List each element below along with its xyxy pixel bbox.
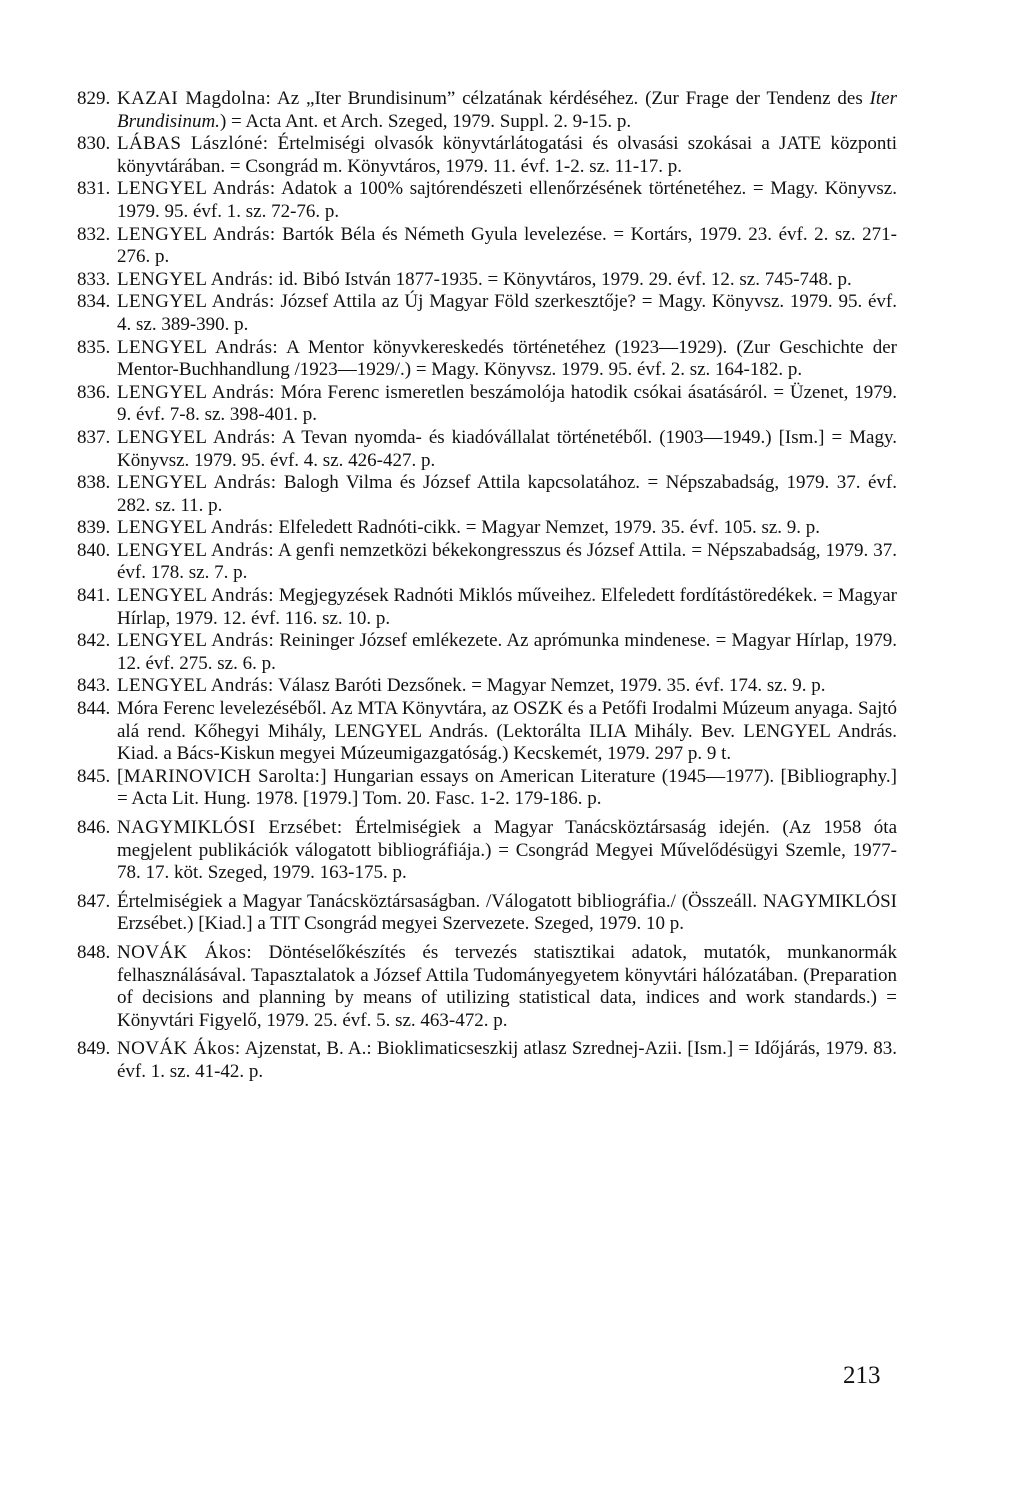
entry-text: Adatok a 100% sajtórendészeti ellenőrzésének történetéhez. = Magy. Könyvsz. 1979. 95. évf. 1. sz. 72-76. p. <box>117 178 897 222</box>
entry-number: 837. <box>77 426 111 448</box>
entry-author: NAGYMIKLÓSI Erzsébet: <box>117 817 343 838</box>
page-number: 213 <box>843 1362 881 1389</box>
entry-number: 839. <box>77 517 111 539</box>
entry-author: LENGYEL András: <box>117 539 274 561</box>
entry-author: [MARINOVICH Sarolta:] <box>117 765 328 787</box>
entry-text: Móra Ferenc ismeretlen beszámolója hatodik csókai ásatásáról. = Üzenet, 1979. 9. évf. 7-8. sz. 398-401. p. <box>117 381 897 426</box>
entry-author: LENGYEL András: <box>117 336 279 358</box>
entry-number: 836. <box>77 381 111 403</box>
entry-author: LENGYEL András: <box>117 675 274 697</box>
entry-text: A genfi nemzetközi békekongresszus és József Attila. = Népszabadság, 1979. 37. évf. 178. sz. 7. p. <box>117 539 897 584</box>
entry-author: LENGYEL András: <box>117 517 274 539</box>
entry-author: NOVÁK Ákos: <box>117 941 253 963</box>
entry-text: Döntéselőkészítés és tervezés statisztikai adatok, mutatók, munkanormák felhasználásával. Tapasztalatok a József Attila Tudományegyetem könyvtári hálózatában. (Preparation of decisions and planning by means of utilizing statistical data, indices and work standards.) = Könyvtári Figyelő, 1979. 25. évf. 5. sz. 463-472. p. <box>117 941 897 1031</box>
entry-text: Elfeledett Radnóti-cikk. = Magyar Nemzet, 1979. 35. évf. 105. sz. 9. p. <box>273 517 821 539</box>
entry-number: 831. <box>77 178 111 200</box>
entry-text: József Attila az Új Magyar Föld szerkesztője? = Magy. Könyvsz. 1979. 95. évf. 4. sz. 389-390. p. <box>117 291 897 335</box>
entry-number: 845. <box>77 765 111 787</box>
entry-author: LENGYEL András: <box>117 585 274 607</box>
entry-number: 842. <box>77 630 111 652</box>
entry-author: LENGYEL András: <box>117 381 275 403</box>
entry-number: 833. <box>77 268 111 290</box>
entry-author: LENGYEL András: <box>117 291 275 313</box>
entry-author: KAZAI Magdolna: <box>117 88 272 109</box>
bibliography-entry <box>77 817 897 885</box>
entry-tail: ) = Acta Ant. et Arch. Szeged, 1979. Suppl. 2. 9-15. p. <box>219 110 632 132</box>
entry-text: A Mentor könyvkereskedés történetéhez (1923—1929). (Zur Geschichte der Mentor-Buchhandlung /1923—1929/.) = Magy. Könyvsz. 1979. 95. évf. 2. sz. 164-182. p. <box>117 336 897 381</box>
entry-text: Balogh Vilma és József Attila kapcsolatához. = Népszabadság, 1979. 37. évf. 282. sz. 11. p. <box>117 472 897 516</box>
entry-text: Az „Iter Brundisinum” célzatának kérdéséhez. (Zur Frage der Tendenz des <box>271 88 870 109</box>
entry-author: LENGYEL András: <box>117 223 276 245</box>
bibliography-entry <box>77 382 897 427</box>
entry-number: 843. <box>77 675 111 697</box>
entry-number: 841. <box>77 585 111 607</box>
bibliography-entry <box>77 88 897 133</box>
entry-number: 829. <box>77 88 111 109</box>
entry-author: LÁBAS Lászlóné: <box>117 133 269 155</box>
bibliography-entry <box>77 337 897 382</box>
entry-text: Értelmiségiek a Magyar Tanácsköztársaságban. /Válogatott bibliográfia./ (Összeáll. NAGYMIKLÓSI Erzsébet.) [Kiad.] a TIT Csongrád megyei Szervezete. Szeged, 1979. 10 p. <box>117 890 897 935</box>
entry-text: Értelmiségiek a Magyar Tanácsköztársaság idején. (Az 1958 óta megjelent publikációk válogatott bibliográfiája.) = Csongrád Megyei Művelődésügyi Szemle, 1977-78. 17. köt. Szeged, 1979. 163-175. p. <box>117 817 897 884</box>
bibliography-list <box>77 88 897 1084</box>
entry-author: LENGYEL András: <box>117 472 277 494</box>
bibliography-entry <box>77 472 897 517</box>
entry-number: 834. <box>77 291 111 313</box>
bibliography-entry <box>77 891 897 936</box>
entry-text: Értelmiségi olvasók könyvtárlátogatási és olvasási szokásai a JATE központi könyvtárában. = Csongrád m. Könyvtáros, 1979. 11. évf. 1-2. sz. 11-17. p. <box>117 133 897 177</box>
entry-text: Megjegyzések Radnóti Miklós műveihez. Elfeledett fordítástöredékek. = Magyar Hírlap, 1979. 12. évf. 116. sz. 10. p. <box>117 585 897 629</box>
entry-number: 849. <box>77 1038 111 1060</box>
entry-text: Hungarian essays on American Literature (1945—1977). [Bibliography.] = Acta Lit. Hung. 1978. [1979.] Tom. 20. Fasc. 1-2. 179-186. p. <box>117 765 897 810</box>
entry-author: LENGYEL András: <box>117 268 274 290</box>
entry-number: 848. <box>77 941 111 963</box>
bibliography-entry <box>77 630 897 675</box>
bibliography-entry <box>77 269 897 292</box>
bibliography-entry <box>77 942 897 1032</box>
bibliography-entry <box>77 540 897 585</box>
entry-number: 846. <box>77 817 111 838</box>
bibliography-entry <box>77 1038 897 1083</box>
entry-number: 847. <box>77 890 111 912</box>
entry-text: A Tevan nyomda- és kiadóvállalat történetéből. (1903—1949.) [Ism.] = Magy. Könyvsz. 1979. 95. évf. 4. sz. 426-427. p. <box>117 426 897 471</box>
entry-text: Reininger József emlékezete. Az aprómunka mindenese. = Magyar Hírlap, 1979. 12. évf. 275. sz. 6. p. <box>117 630 897 674</box>
entry-author: LENGYEL András: <box>117 426 276 448</box>
bibliography-entry <box>77 224 897 269</box>
bibliography-entry <box>77 291 897 336</box>
entry-number: 835. <box>77 336 111 358</box>
bibliography-entry <box>77 698 897 766</box>
entry-italic-title: Iter Brundisinum. <box>117 88 897 132</box>
bibliography-entry <box>77 675 897 698</box>
bibliography-entry <box>77 517 897 540</box>
entry-number: 838. <box>77 472 111 494</box>
bibliography-entry <box>77 427 897 472</box>
bibliography-entry <box>77 585 897 630</box>
bibliography-entry <box>77 133 897 178</box>
bibliography-entry <box>77 766 897 811</box>
entry-author: LENGYEL András: <box>117 178 276 200</box>
entry-text: Bartók Béla és Németh Gyula levelezése. = Kortárs, 1979. 23. évf. 2. sz. 271-276. p. <box>117 223 897 268</box>
entry-text: Válasz Baróti Dezsőnek. = Magyar Nemzet, 1979. 35. évf. 174. sz. 9. p. <box>273 675 826 697</box>
entry-text: Ajzenstat, B. A.: Bioklimaticseszkij atlasz Szrednej-Azii. [Ism.] = Időjárás, 1979. 83. évf. 1. sz. 41-42. p. <box>117 1038 898 1082</box>
entry-number: 844. <box>77 698 111 720</box>
entry-number: 832. <box>77 223 111 245</box>
entry-number: 840. <box>77 539 111 561</box>
entry-author: NOVÁK Ákos: <box>117 1038 241 1060</box>
bibliography-entry <box>77 178 897 223</box>
entry-text: id. Bibó István 1877-1935. = Könyvtáros, 1979. 29. évf. 12. sz. 745-748. p. <box>273 268 852 290</box>
entry-text: Móra Ferenc levelezéséből. Az MTA Könyvtára, az OSZK és a Petőfi Irodalmi Múzeum anyaga. Sajtó alá rend. Kőhegyi Mihály, LENGYEL András. (Lektorálta ILIA Mihály. Bev. LENGYEL András. Kiad. a Bács-Kiskun megyei Múzeumigazgatóság.) Kecskemét, 1979. 297 p. 9 t. <box>117 698 897 765</box>
entry-number: 830. <box>77 133 111 155</box>
entry-author: LENGYEL András: <box>117 630 275 652</box>
